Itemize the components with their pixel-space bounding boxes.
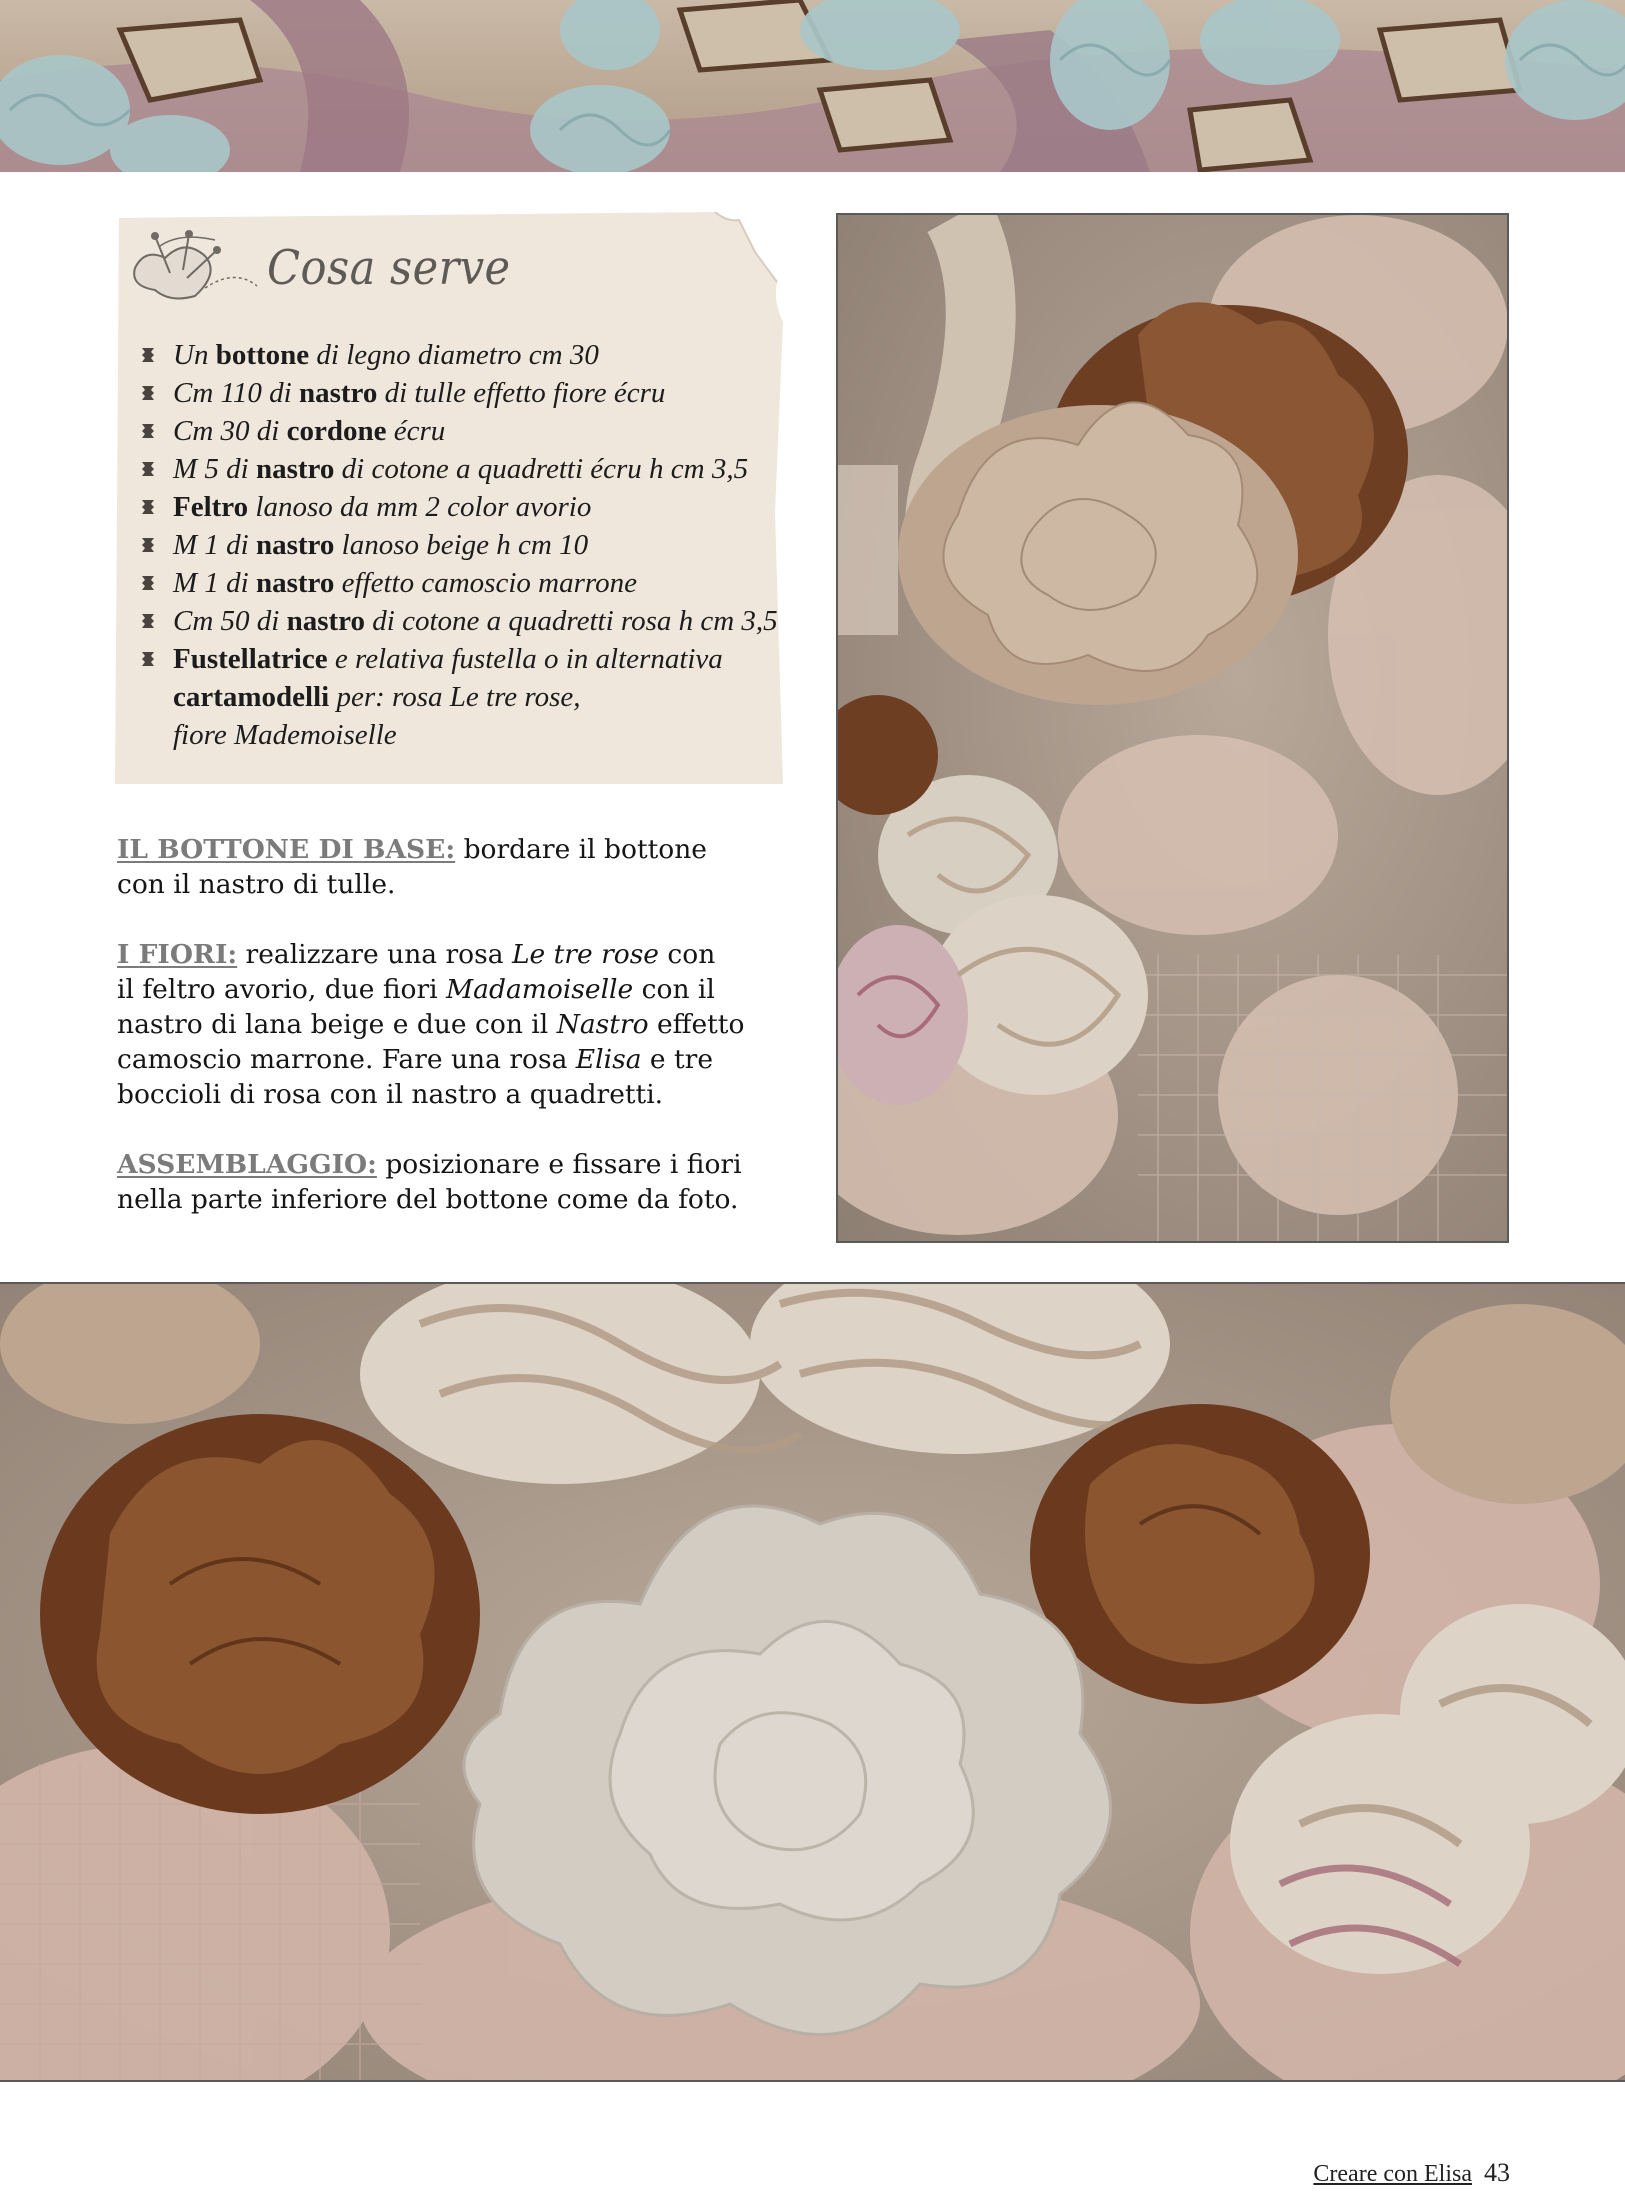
material-keyword: bottone — [215, 339, 310, 371]
spool-bullet-icon — [139, 650, 157, 668]
instruction-text: e tre — [641, 1044, 714, 1075]
material-text: M 5 di — [173, 453, 256, 485]
material-text: lanoso da mm 2 color avorio — [248, 491, 592, 523]
materials-item — [137, 450, 777, 488]
spool-bullet-icon — [139, 536, 157, 554]
material-keyword: cordone — [286, 415, 387, 447]
materials-item — [137, 412, 777, 450]
instruction-paragraph — [117, 1147, 797, 1217]
spool-bullet-icon — [139, 422, 157, 440]
spool-bullet-icon — [139, 574, 157, 592]
material-text: e relativa fustella o in alternativa — [327, 643, 723, 675]
instruction-text: realizzare una rosa — [237, 939, 512, 970]
instruction-text: nastro di lana beige e due con il — [117, 1009, 557, 1040]
material-text: Cm 50 di — [173, 605, 287, 637]
material-text: Cm 30 di — [173, 415, 287, 447]
material-keyword: Fustellatrice — [173, 643, 328, 675]
materials-item — [137, 678, 777, 716]
materials-header — [125, 228, 538, 308]
material-text: M 1 di — [173, 529, 256, 561]
materials-item — [137, 640, 777, 678]
materials-item — [137, 488, 777, 526]
materials-item — [137, 526, 777, 564]
materials-item — [137, 602, 777, 640]
material-keyword: nastro — [298, 377, 378, 409]
spool-bullet-icon — [139, 498, 157, 516]
material-text: M 1 di — [173, 567, 256, 599]
instruction-paragraph — [117, 832, 797, 902]
top-photo-strip — [0, 0, 1625, 172]
instruction-heading: IL BOTTONE DI BASE: — [117, 834, 456, 865]
material-text: Cm 110 di — [173, 377, 299, 409]
material-keyword: Feltro — [173, 491, 249, 523]
materials-box — [115, 212, 787, 784]
instruction-heading: ASSEMBLAGGIO: — [117, 1149, 377, 1180]
materials-item — [137, 716, 777, 754]
instructions — [117, 832, 797, 1252]
flower-button-photo — [836, 213, 1509, 1243]
materials-item — [137, 374, 777, 412]
material-keyword: nastro — [255, 529, 335, 561]
flower-detail-photo — [0, 1282, 1625, 2082]
instruction-paragraph — [117, 937, 797, 1112]
page-number: 43 — [1484, 2158, 1510, 2187]
material-keyword: nastro — [286, 605, 366, 637]
instruction-text: effetto — [648, 1009, 745, 1040]
instruction-text: con il — [633, 974, 715, 1005]
material-text: fiore Mademoiselle — [173, 719, 397, 751]
materials-item — [137, 564, 777, 602]
instruction-text: bordare il bottone — [455, 834, 707, 865]
spool-bullet-icon — [139, 612, 157, 630]
pincushion-icon — [125, 228, 265, 308]
instruction-emphasis: Madamoiselle — [446, 974, 634, 1005]
material-keyword: nastro — [255, 453, 335, 485]
instruction-text: con il nastro di tulle. — [117, 869, 396, 900]
materials-item — [137, 336, 777, 374]
material-text: di cotone a quadretti écru h cm 3,5 — [334, 453, 749, 485]
material-text: effetto camoscio marrone — [334, 567, 637, 599]
instruction-text: il feltro avorio, due fiori — [117, 974, 447, 1005]
spool-bullet-icon — [139, 384, 157, 402]
material-text: lanoso beige h cm 10 — [334, 529, 589, 561]
instruction-text: boccioli di rosa con il nastro a quadretti. — [117, 1079, 664, 1110]
material-keyword: nastro — [255, 567, 335, 599]
material-text: per: rosa Le tre rose, — [329, 681, 581, 713]
material-text: di cotone a quadretti rosa h cm 3,5 — [365, 605, 778, 637]
instruction-emphasis: Le tre rose — [511, 939, 659, 970]
spool-bullet-icon — [139, 460, 157, 478]
material-text: Un — [173, 339, 216, 371]
material-text: di legno diametro cm 30 — [309, 339, 599, 371]
materials-title: Cosa serve — [267, 240, 511, 296]
instruction-text: camoscio marrone. Fare una rosa — [117, 1044, 576, 1075]
instruction-emphasis: Nastro — [556, 1009, 649, 1040]
instruction-text: posizionare e fissare i fiori — [376, 1149, 742, 1180]
material-text: di tulle effetto fiore écru — [377, 377, 666, 409]
material-keyword: cartamodelli — [173, 681, 330, 713]
spool-bullet-icon — [139, 346, 157, 364]
material-text: écru — [386, 415, 446, 447]
instruction-emphasis: Elisa — [575, 1044, 642, 1075]
materials-list — [137, 336, 777, 754]
page-footer — [1313, 2158, 1510, 2188]
instruction-heading: I FIORI: — [117, 939, 238, 970]
instruction-text: con — [658, 939, 716, 970]
magazine-name: Creare con Elisa — [1313, 2161, 1472, 2187]
instruction-text: nella parte inferiore del bottone come da foto. — [117, 1184, 739, 1215]
